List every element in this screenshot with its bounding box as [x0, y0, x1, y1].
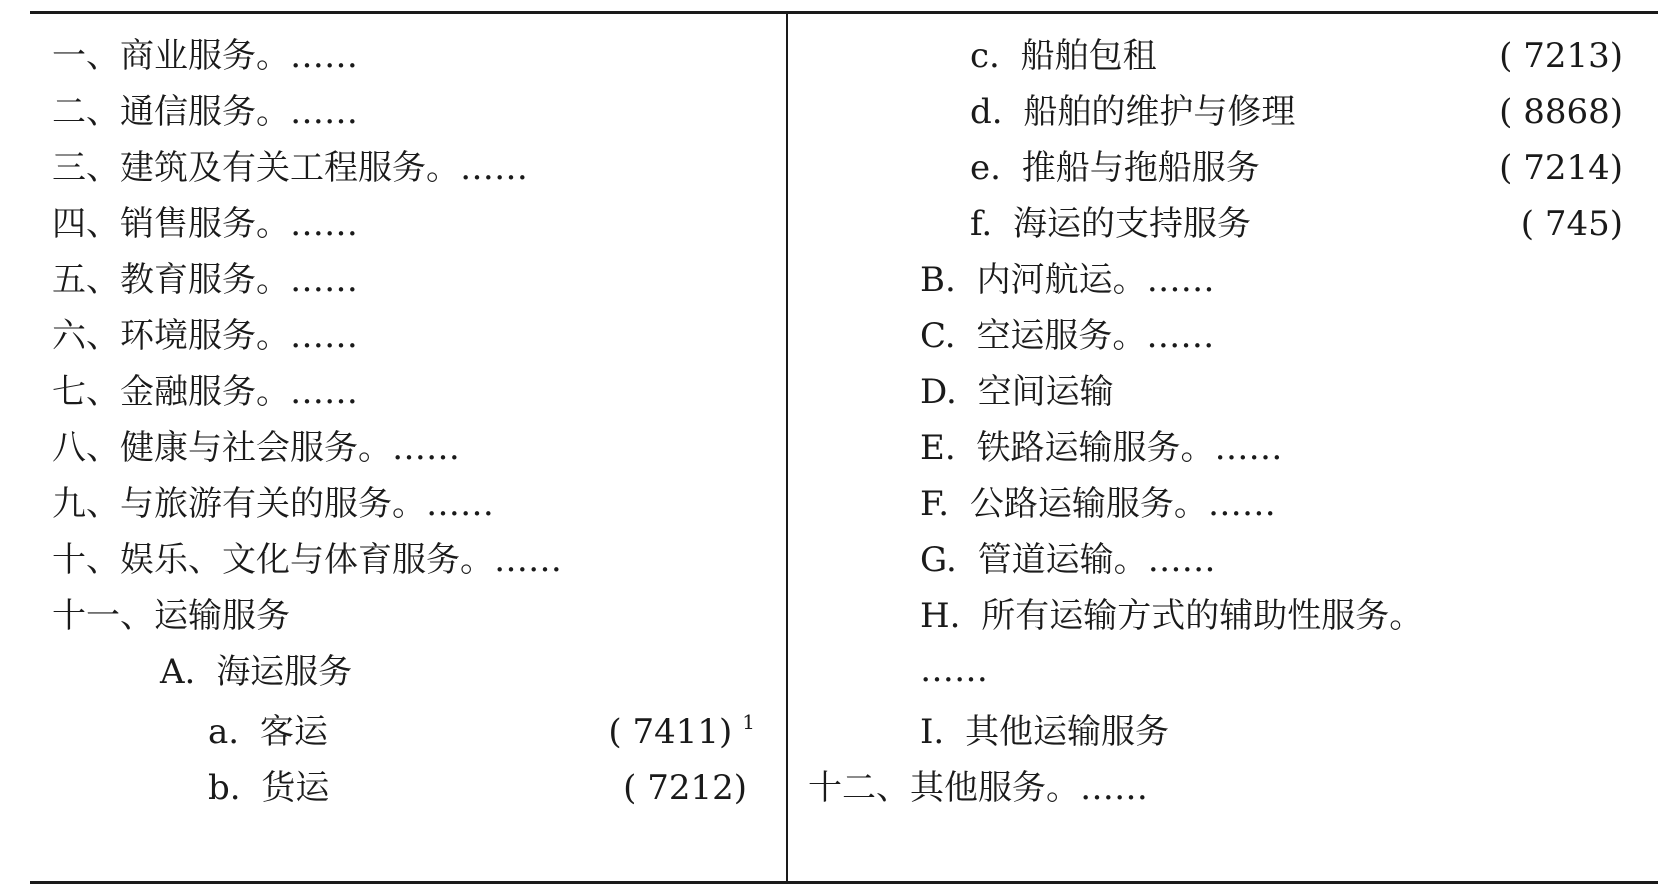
left-sub-a-mark: A. — [160, 652, 196, 692]
right-section-e: E. 铁路运输服务。…… — [920, 428, 1283, 468]
left-item-5: 五、教育服务。…… — [52, 260, 358, 300]
top-rule — [30, 11, 1658, 14]
left-item-9: 九、与旅游有关的服务。…… — [52, 484, 494, 524]
left-sub-a — [160, 652, 352, 692]
left-item-11: 十一、运输服务 — [52, 596, 290, 636]
left-sub-item-a-mark: a. — [208, 712, 240, 752]
right-sub-item-d-code: ( 8868) — [1499, 92, 1623, 132]
right-section-c: C. 空运服务。…… — [920, 316, 1215, 356]
right-section-d: D. 空间运输 — [920, 372, 1114, 412]
left-sub-item-b-code: ( 7212) — [623, 768, 747, 808]
left-sub-a-text: 海运服务 — [216, 652, 353, 692]
left-sub-item-a-code: ( 7411) $^1$ — [608, 710, 755, 752]
right-section-g: G. 管道运输。…… — [920, 540, 1216, 580]
left-item-7: 七、金融服务。…… — [52, 372, 358, 412]
left-item-4: 四、销售服务。…… — [52, 204, 358, 244]
left-item-8: 八、健康与社会服务。…… — [52, 428, 460, 468]
bottom-rule — [30, 881, 1658, 884]
right-sub-item-e-code: ( 7214) — [1499, 148, 1623, 188]
left-item-3: 三、建筑及有关工程服务。…… — [52, 148, 528, 188]
right-last-item: 十二、其他服务。…… — [808, 768, 1148, 808]
right-sub-item-f: f. 海运的支持服务 — [970, 204, 1251, 244]
column-divider — [786, 13, 788, 881]
right-section-h: H. 所有运输方式的辅助性服务。 — [920, 596, 1424, 636]
left-sub-item-a-text: 客运 — [259, 712, 328, 752]
left-item-2: 二、通信服务。…… — [52, 92, 358, 132]
left-sub-item-b-text: 货运 — [261, 768, 330, 808]
right-ellipsis: …… — [920, 650, 988, 690]
left-item-1: 一、商业服务。…… — [52, 36, 358, 76]
right-sub-item-e: e. 推船与拖船服务 — [970, 148, 1260, 188]
right-section-f: F. 公路运输服务。…… — [920, 484, 1276, 524]
left-sub-item-b — [208, 768, 329, 808]
right-sub-item-f-code: ( 745) — [1520, 204, 1623, 244]
right-sub-item-c-code: ( 7213) — [1499, 36, 1623, 76]
left-sub-item-b-mark: b. — [208, 768, 241, 808]
left-item-6: 六、环境服务。…… — [52, 316, 358, 356]
footnote-marker: 1 — [742, 710, 755, 734]
right-sub-item-d: d. 船舶的维护与修理 — [970, 92, 1296, 132]
left-item-10: 十、娱乐、文化与体育服务。…… — [52, 540, 562, 580]
right-section-i: I. 其他运输服务 — [920, 712, 1170, 752]
right-section-b: B. 内河航运。…… — [920, 260, 1215, 300]
right-sub-item-c: c. 船舶包租 — [970, 36, 1157, 76]
left-sub-item-a — [208, 712, 328, 752]
